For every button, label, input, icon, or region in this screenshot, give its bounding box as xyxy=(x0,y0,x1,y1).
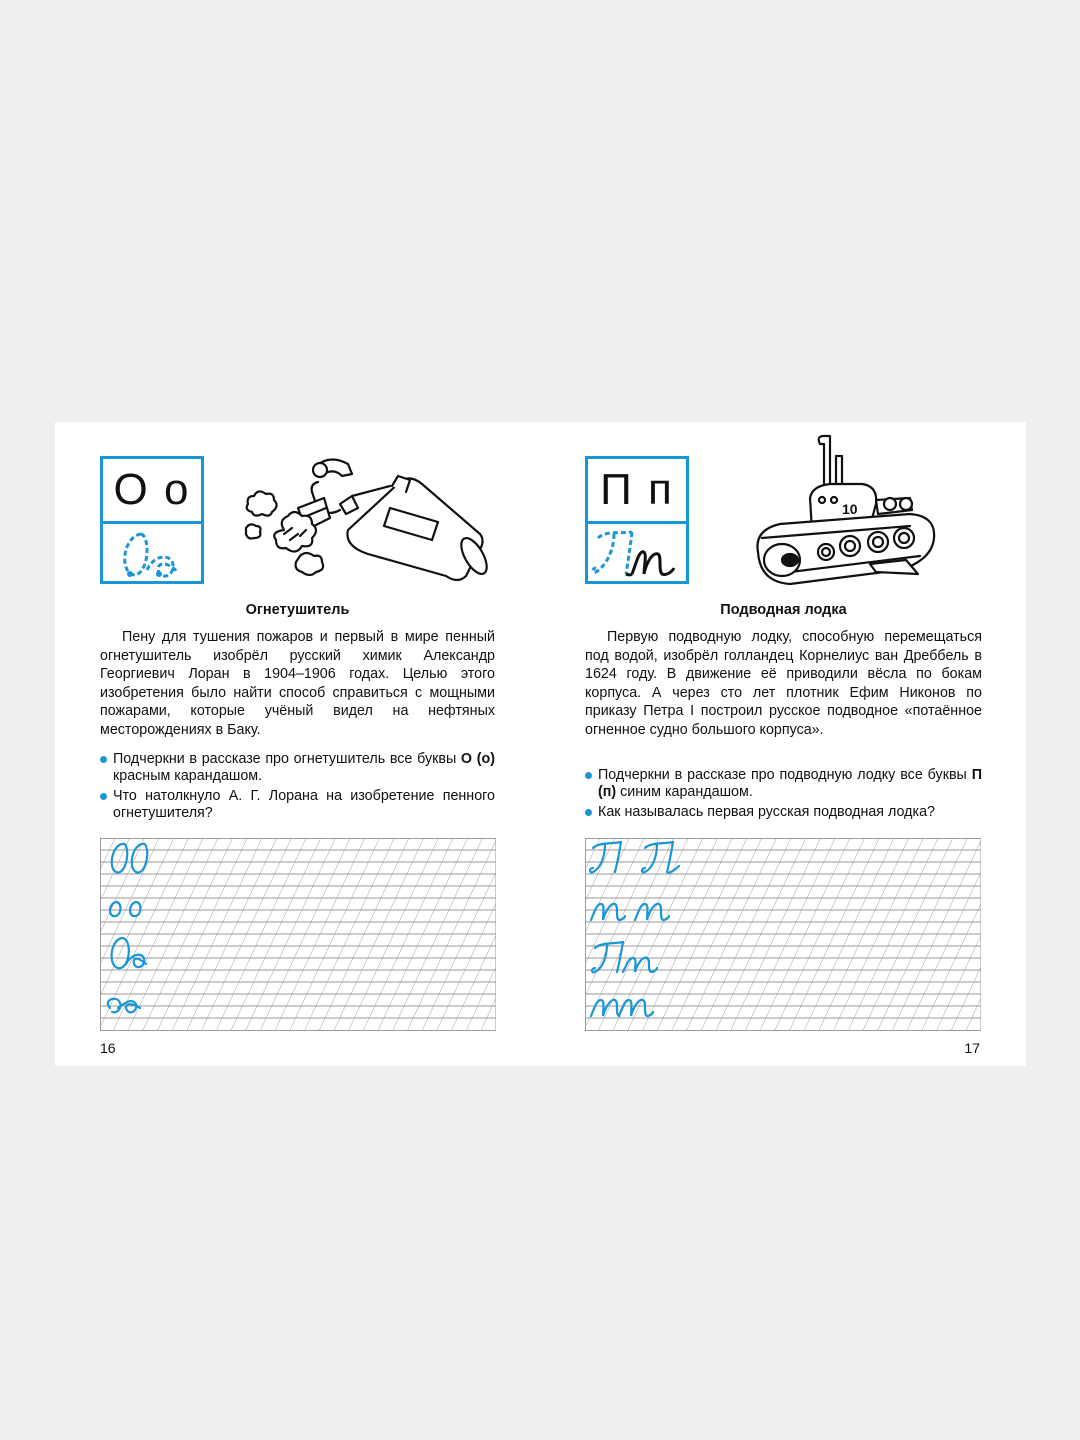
bullet-dot-icon xyxy=(585,772,592,779)
fire-extinguisher-icon xyxy=(240,456,488,584)
letter-print-o: О о xyxy=(103,459,201,524)
page-number: 16 xyxy=(100,1040,116,1056)
task-item: Что натолкнуло А. Г. Лорана на изобретение пенного огнетушителя? xyxy=(100,788,495,822)
page-number: 17 xyxy=(964,1040,980,1056)
bullet-dot-icon xyxy=(100,756,107,763)
page-left xyxy=(55,422,540,1066)
letter-card-p xyxy=(585,456,689,584)
task-list xyxy=(100,751,495,825)
story-title: Огнетушитель xyxy=(245,602,350,618)
story-text: Пену для тушения пожаров и первый в мире пенный огнетушитель изобрёл русский химик Александр Георгиевич Лоран в 1904–1906 годах. Целью этого изобретения было найти способ справиться с мощными пожарами, которые учёный видел на нефтяных месторождениях в Баку. xyxy=(100,629,495,738)
handwriting-grid[interactable] xyxy=(585,838,982,1032)
submarine-number: 10 xyxy=(842,501,858,517)
letter-print-p: П п xyxy=(588,459,686,524)
task-item: Как называлась первая русская подводная лодка? xyxy=(585,804,982,821)
handwriting-grid[interactable] xyxy=(100,838,497,1032)
letter-script-o xyxy=(103,524,201,584)
submarine-icon xyxy=(750,434,940,586)
book-spread xyxy=(55,422,1026,1066)
task-item: Подчеркни в рассказе про подводную лодку все буквы П (п) синим карандашом. xyxy=(585,767,982,801)
letter-card-o xyxy=(100,456,204,584)
letter-script-p xyxy=(588,524,686,584)
bullet-dot-icon xyxy=(100,793,107,800)
page-right xyxy=(540,422,1025,1066)
story-text: Первую подводную лодку, способную перемещаться под водой, изобрёл голландец Корнелиус ван Дреббель в 1624 году. В движение её приводили вёсла по бокам корпуса. А через сто лет плотник Ефим Никонов по приказу Петра I построил русское подводное «потаённое огненное судно большого корпуса». xyxy=(585,629,982,738)
task-item: Подчеркни в рассказе про огнетушитель все буквы О (о) красным карандашом. xyxy=(100,751,495,785)
bullet-dot-icon xyxy=(585,809,592,816)
story-title: Подводная лодка xyxy=(720,602,847,618)
task-list xyxy=(585,767,982,824)
